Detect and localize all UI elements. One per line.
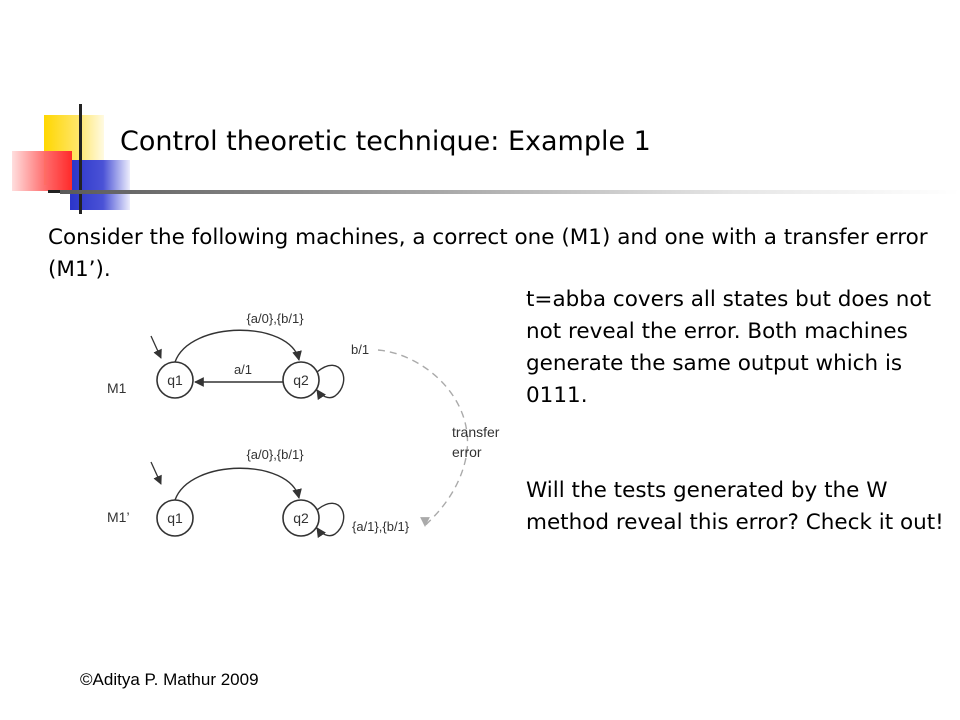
m1prime-top-edge — [175, 468, 299, 500]
m1-back-edge-label: a/1 — [233, 362, 253, 377]
m1-label: M1 — [107, 380, 127, 396]
m1prime-state-q1-label: q1 — [167, 510, 183, 526]
m1-top-edge — [175, 330, 299, 362]
m1prime-self-loop-label: {a/1},{b/1} — [352, 519, 410, 534]
explanation-paragraph: t=abba covers all states but does not not reveal the error. Both machines generate the same output which is 0111. — [526, 287, 931, 408]
m1prime-label: M1’ — [107, 509, 130, 525]
m1-self-loop — [317, 365, 344, 397]
m1-top-edge-label: {a/0},{b/1} — [246, 311, 304, 326]
title-underline — [60, 190, 960, 194]
m1prime-initial-arrow — [151, 462, 161, 484]
m1-initial-arrow — [151, 336, 161, 358]
m1prime-top-edge-label: {a/0},{b/1} — [246, 447, 304, 462]
state-machine-diagram — [95, 292, 525, 552]
question-paragraph: Will the tests generated by the W method reveal this error? Check it out! — [526, 478, 944, 535]
m1-state-q1-label: q1 — [167, 372, 183, 388]
page-title: Control theoretic technique: Example 1 — [120, 126, 651, 157]
m1prime-state-q2-label: q2 — [293, 510, 309, 526]
deco-vertical-line — [79, 104, 82, 214]
deco-red-block — [12, 151, 72, 191]
m1-self-loop-label: b/1 — [351, 342, 370, 357]
m1-state-q2-label: q2 — [293, 372, 309, 388]
copyright-footer: ©Aditya P. Mathur 2009 — [80, 670, 259, 689]
intro-text: Consider the following machines, a correct one (M1) and one with a transfer error (M1’). — [48, 225, 928, 282]
m1prime-self-loop — [317, 503, 344, 535]
transfer-label-line2: error — [452, 444, 482, 460]
transfer-label-line1: transfer — [452, 424, 500, 440]
